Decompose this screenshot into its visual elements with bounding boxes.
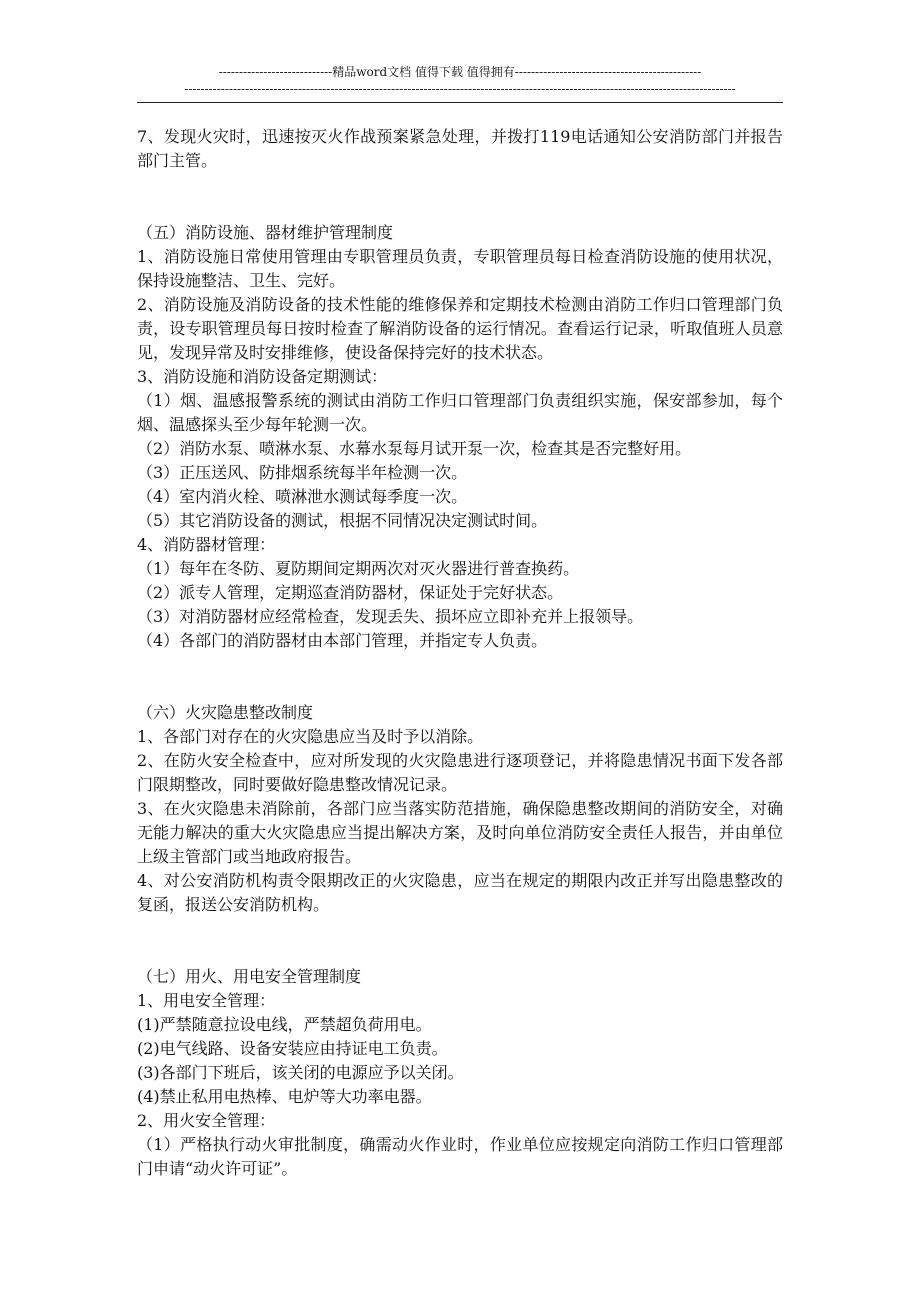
- paragraph: （4）各部门的消防器材由本部门管理，并指定专人负责。: [137, 631, 548, 650]
- paragraph: 1、消防设施日常使用管理由专职管理员负责，专职管理员每日检查消防设施的使用状况，保持设施整洁、卫生、完好。: [137, 247, 783, 290]
- section-spacer: [137, 653, 783, 701]
- paragraph: 4、消防器材管理：: [137, 535, 276, 554]
- page-header: [137, 64, 783, 103]
- paragraph: (1)严禁随意拉设电线，严禁超负荷用电。: [137, 1015, 432, 1034]
- paragraph: （七）用火、用电安全管理制度: [137, 967, 362, 986]
- paragraph: (2)电气线路、设备安装应由持证电工负责。: [137, 1039, 448, 1058]
- paragraph: 1、用电安全管理：: [137, 991, 276, 1010]
- paragraph: 2、在防火安全检查中，应对所发现的火灾隐患进行逐项登记，并将隐患情况书面下发各部门限期整改，同时要做好隐患整改情况记录。: [137, 751, 783, 794]
- paragraph: 1、各部门对存在的火灾隐患应当及时予以消除。: [137, 727, 484, 746]
- paragraph: （3）对消防器材应经常检查，发现丢失、损坏应立即补充并上报领导。: [137, 607, 644, 626]
- paragraph: 3、消防设施和消防设备定期测试：: [137, 367, 388, 386]
- section-spacer: [137, 173, 783, 221]
- paragraph: 3、在火灾隐患未消除前，各部门应当落实防范措施，确保隐患整改期间的消防安全，对确无能力解决的重大火灾隐患应当提出解决方案，及时向单位消防安全责任人报告，并由单位上级主管部门或当地政府报告。: [137, 799, 783, 866]
- paragraph: （五）消防设施、器材维护管理制度: [137, 223, 394, 242]
- paragraph: 2、消防设施及消防设备的技术性能的维修保养和定期技术检测由消防工作归口管理部门负责，设专职管理员每日按时检查了解消防设备的运行情况。查看运行记录，听取值班人员意见，发现异常及时安排维修，使设备保持完好的技术状态。: [137, 295, 783, 362]
- paragraph: （2）消防水泵、喷淋水泵、水幕水泵每月试开泵一次，检查其是否完整好用。: [137, 439, 692, 458]
- paragraph: （5）其它消防设备的测试，根据不同情况决定测试时间。: [137, 511, 548, 530]
- paragraph: （1）烟、温感报警系统的测试由消防工作归口管理部门负责组织实施，保安部参加，每个烟、温感探头至少每年轮测一次。: [137, 391, 783, 434]
- paragraph: 2、用火安全管理：: [137, 1111, 276, 1130]
- paragraph: (3)各部门下班后，该关闭的电源应予以关闭。: [137, 1063, 464, 1082]
- document-body: [137, 125, 783, 1181]
- paragraph: (4)禁止私用电热棒、电炉等大功率电器。: [137, 1087, 432, 1106]
- header-banner: ----------------------------精品word文档 值得下载 值得拥有----------------------------------------------: [218, 65, 702, 79]
- paragraph: （1）每年在冬防、夏防期间定期两次对灭火器进行普查换药。: [137, 559, 580, 578]
- paragraph: （3）正压送风、防排烟系统每半年检测一次。: [137, 463, 468, 482]
- header-rule: [137, 102, 783, 103]
- paragraph: （1）严格执行动火审批制度，确需动火作业时，作业单位应按规定向消防工作归口管理部门申请“动火许可证”。: [137, 1135, 783, 1178]
- paragraph: 7、发现火灾时，迅速按灭火作战预案紧急处理，并拨打119电话通知公安消防部门并报告部门主管。: [137, 127, 783, 170]
- section-spacer: [137, 917, 783, 965]
- paragraph: （2）派专人管理，定期巡查消防器材，保证处于完好状态。: [137, 583, 564, 602]
- paragraph: （六）火灾隐患整改制度: [137, 703, 314, 722]
- paragraph: （4）室内消火栓、喷淋泄水测试每季度一次。: [137, 487, 468, 506]
- paragraph: 4、对公安消防机构责令限期改正的火灾隐患，应当在规定的期限内改正并写出隐患整改的复函，报送公安消防机构。: [137, 871, 783, 914]
- header-dashes: ----------------------------------------------------------------------------------------------------------------------------------------: [184, 82, 736, 96]
